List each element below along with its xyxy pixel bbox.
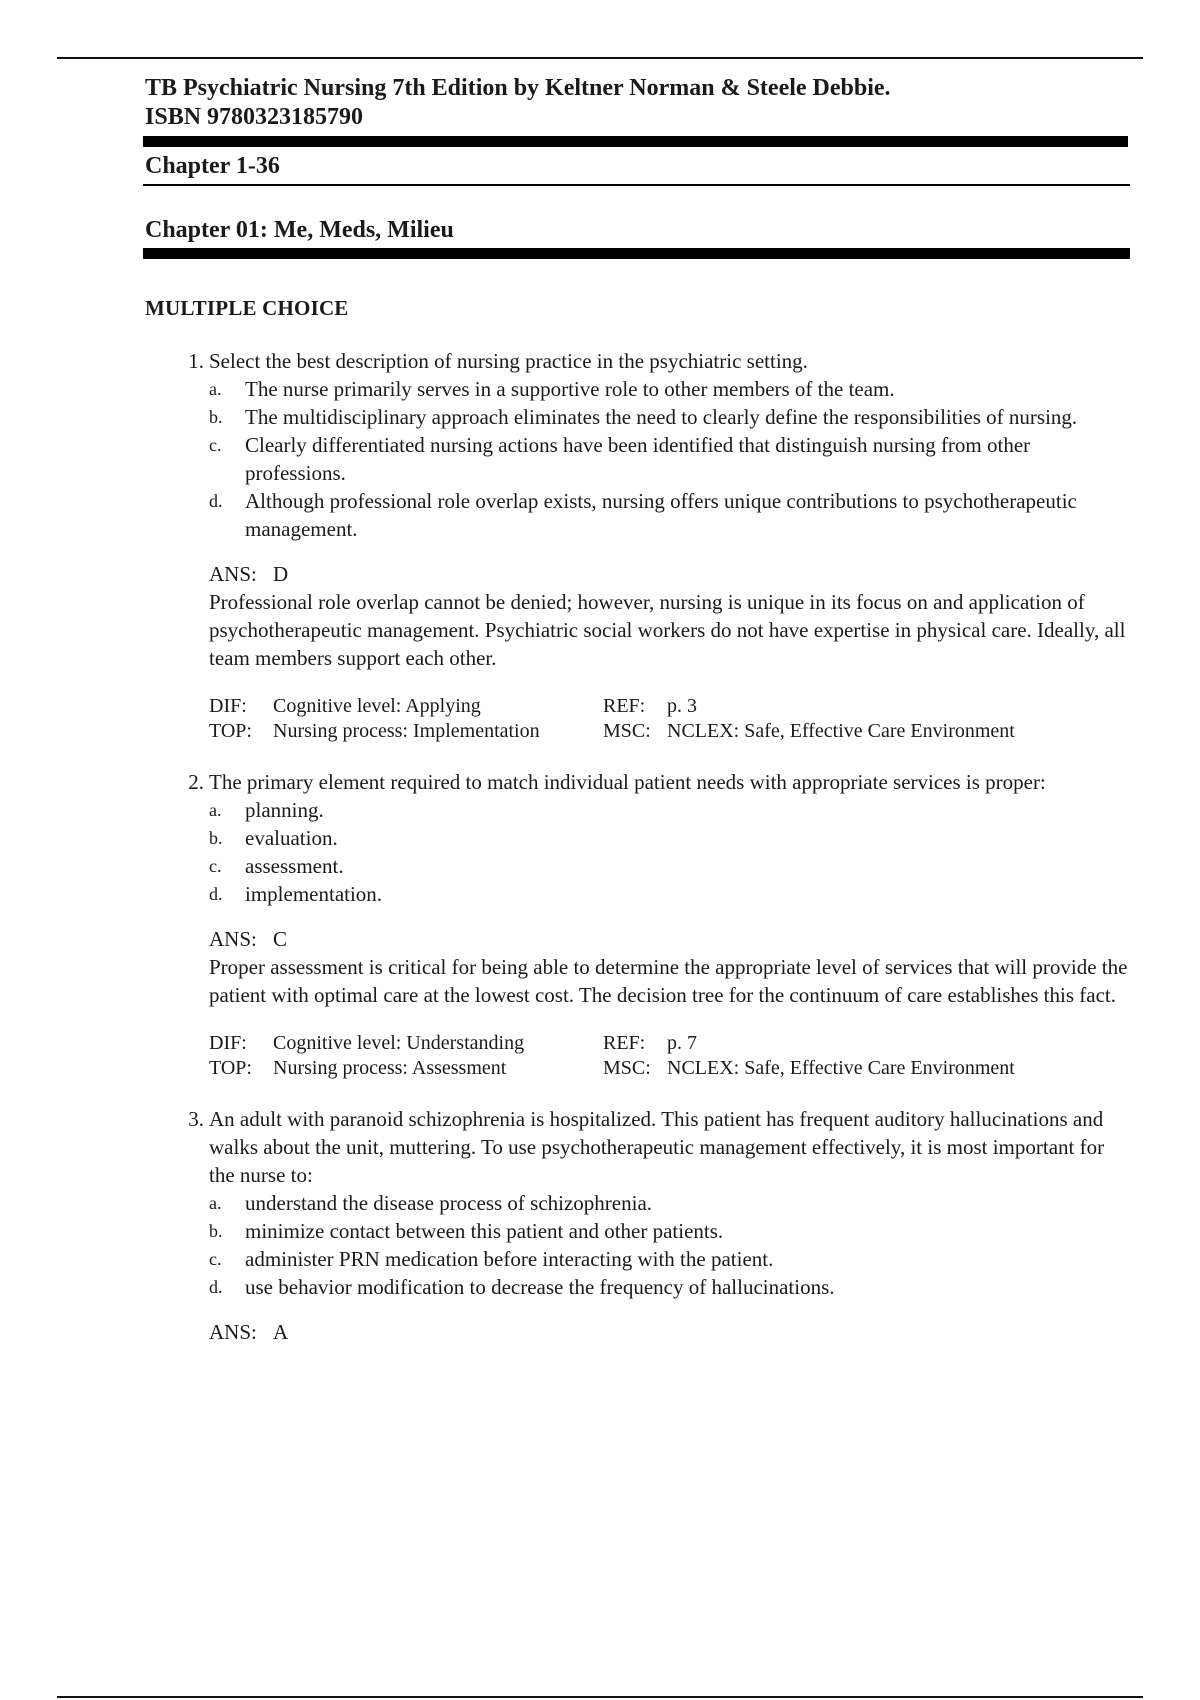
- option-d: [209, 487, 1130, 543]
- option-list: [209, 375, 1130, 543]
- option-letter: c.: [209, 435, 222, 455]
- question-2: [145, 768, 1130, 1081]
- book-title-line-1: TB Psychiatric Nursing 7th Edition by Keltner Norman & Steele Debbie.: [145, 75, 891, 101]
- section-title: MULTIPLE CHOICE: [145, 296, 349, 320]
- top-value: Nursing process: Assessment: [273, 1057, 507, 1079]
- chapter-range: Chapter 1-36: [145, 153, 280, 179]
- option-letter: d.: [209, 884, 223, 904]
- option-letter: c.: [209, 856, 222, 876]
- question-list: [145, 347, 1130, 1346]
- question-stem: The primary element required to match individual patient needs with appropriate services is proper:: [209, 770, 1046, 794]
- top-label: TOP:: [209, 1057, 252, 1079]
- option-a: [209, 1189, 1130, 1217]
- ref-value: p. 3: [667, 695, 697, 717]
- top-value: Nursing process: Implementation: [273, 720, 540, 742]
- question-number: 1 .: [174, 347, 204, 375]
- answer-block: [209, 560, 1130, 672]
- chapter-range-divider: [143, 184, 1130, 186]
- top-rule: [57, 57, 1143, 59]
- option-text: Clearly differentiated nursing actions have been identified that distinguish nursing from other professions.: [245, 433, 1031, 485]
- book-isbn: ISBN 9780323185790: [145, 104, 364, 130]
- option-text: The multidisciplinary approach eliminates the need to clearly define the responsibilities of nursing.: [245, 405, 1078, 429]
- question-number: 3 .: [174, 1105, 204, 1133]
- option-text: assessment.: [245, 854, 344, 878]
- dif-label: DIF:: [209, 695, 247, 717]
- option-b: [209, 403, 1130, 431]
- bottom-rule: [57, 1696, 1143, 1698]
- answer-block: [209, 1318, 1130, 1346]
- option-text: evaluation.: [245, 826, 338, 850]
- answer-value: C: [273, 927, 288, 951]
- rationale: Professional role overlap cannot be denied; however, nursing is unique in its focus on and application of psychotherapeutic management. Psychiatric social workers do not have expertise in physical care. Ideally, all team members support each other.: [209, 590, 1126, 670]
- dif-label: DIF:: [209, 1032, 247, 1054]
- ref-label: REF:: [603, 1032, 646, 1054]
- option-d: [209, 880, 1130, 908]
- heading-divider: [143, 136, 1128, 147]
- answer-block: [209, 925, 1130, 1009]
- option-letter: c.: [209, 1249, 222, 1269]
- question-metadata: [209, 1031, 1130, 1081]
- question-stem: An adult with paranoid schizophrenia is hospitalized. This patient has frequent auditory hallucinations and walks about the unit, muttering. To use psychotherapeutic management effectively, it is most important for the nurse to:: [209, 1107, 1105, 1187]
- rationale: Proper assessment is critical for being able to determine the appropriate level of services that will provide the patient with optimal care at the lowest cost. The decision tree for the continuum of care establishes this fact.: [209, 955, 1128, 1007]
- option-list: [209, 1189, 1130, 1301]
- option-d: [209, 1273, 1130, 1301]
- answer-label: ANS:: [209, 1320, 257, 1344]
- question-number: 2 .: [174, 768, 204, 796]
- chapter-title-divider: [143, 248, 1130, 259]
- answer-value: D: [273, 562, 289, 586]
- option-c: [209, 1245, 1130, 1273]
- question-stem: Select the best description of nursing practice in the psychiatric setting.: [209, 349, 808, 373]
- option-list: [209, 796, 1130, 908]
- msc-value: NCLEX: Safe, Effective Care Environment: [667, 1057, 1015, 1079]
- option-letter: a.: [209, 800, 222, 820]
- msc-label: MSC:: [603, 720, 651, 742]
- option-a: [209, 375, 1130, 403]
- dif-value: Cognitive level: Applying: [273, 695, 481, 717]
- ref-value: p. 7: [667, 1032, 697, 1054]
- chapter-title: Chapter 01: Me, Meds, Milieu: [145, 217, 454, 243]
- answer-label: ANS:: [209, 927, 257, 951]
- option-text: administer PRN medication before interacting with the patient.: [245, 1247, 774, 1271]
- option-c: [209, 431, 1130, 487]
- answer-value: A: [273, 1320, 289, 1344]
- top-label: TOP:: [209, 720, 252, 742]
- option-b: [209, 1217, 1130, 1245]
- option-text: Although professional role overlap exists, nursing offers unique contributions to psychotherapeutic management.: [245, 489, 1077, 541]
- option-letter: a.: [209, 1193, 222, 1213]
- dif-value: Cognitive level: Understanding: [273, 1032, 525, 1054]
- answer-label: ANS:: [209, 562, 257, 586]
- option-c: [209, 852, 1130, 880]
- book-title: [145, 74, 1130, 132]
- option-letter: b.: [209, 407, 223, 427]
- option-text: implementation.: [245, 882, 383, 906]
- option-a: [209, 796, 1130, 824]
- option-letter: a.: [209, 379, 222, 399]
- ref-label: REF:: [603, 695, 646, 717]
- option-text: The nurse primarily serves in a supportive role to other members of the team.: [245, 377, 895, 401]
- question-3: [145, 1105, 1130, 1346]
- msc-label: MSC:: [603, 1057, 651, 1079]
- question-1: [145, 347, 1130, 744]
- option-letter: b.: [209, 828, 223, 848]
- option-text: understand the disease process of schizophrenia.: [245, 1191, 653, 1215]
- option-text: planning.: [245, 798, 324, 822]
- msc-value: NCLEX: Safe, Effective Care Environment: [667, 720, 1015, 742]
- question-metadata: [209, 694, 1130, 744]
- option-letter: d.: [209, 491, 223, 511]
- option-letter: b.: [209, 1221, 223, 1241]
- option-b: [209, 824, 1130, 852]
- option-letter: d.: [209, 1277, 223, 1297]
- option-text: use behavior modification to decrease the frequency of hallucinations.: [245, 1275, 835, 1299]
- document-page: [145, 74, 1130, 1370]
- option-text: minimize contact between this patient and other patients.: [245, 1219, 724, 1243]
